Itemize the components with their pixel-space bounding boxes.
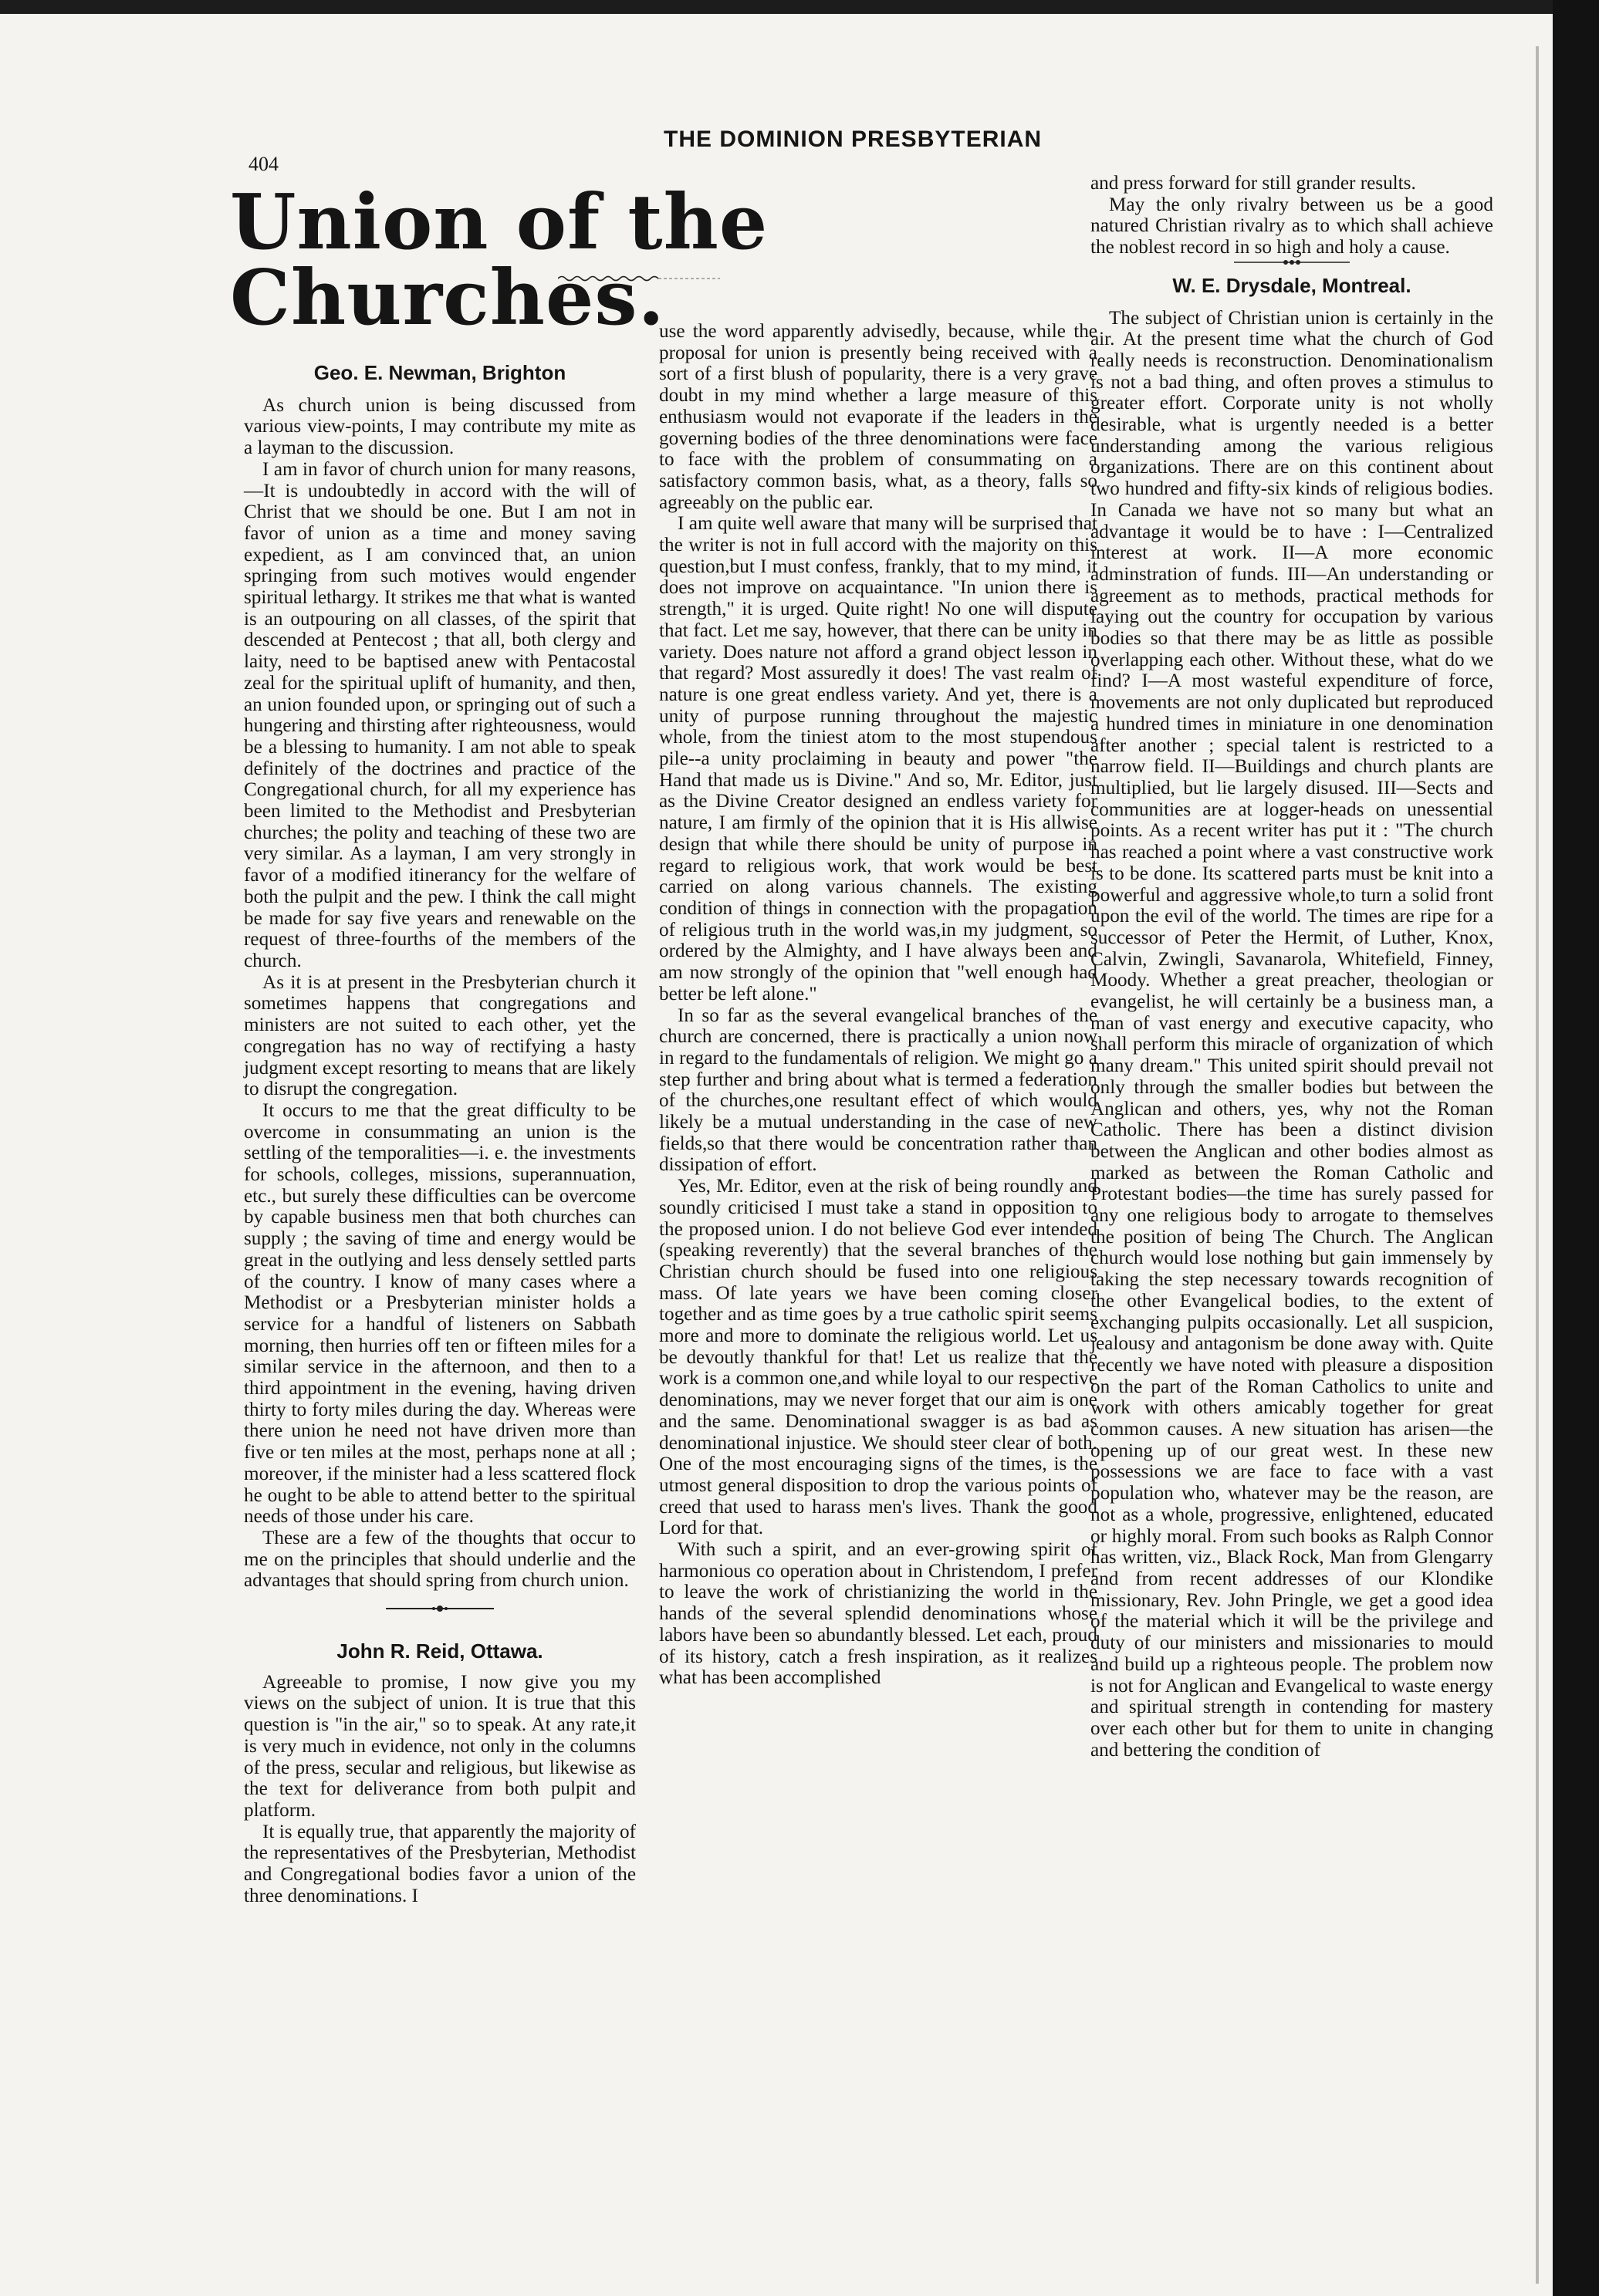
paragraph: These are a few of the thoughts that occur to me on the principles that should underlie and the advantages that should spring from church union. (244, 1527, 636, 1592)
paragraph: and press forward for still grander results. (1090, 173, 1416, 194)
paragraph: In so far as the several evangelical branches of the church are concerned, there is practically a union now in regard to the fundamentals of religion. We might go a step further and bring about what is termed a federation of the churches,one resultant effect of which would likely be a mutual understanding in the case of new fields,so that there would be concentration rather than dissipation of effort. (659, 1004, 1097, 1176)
section-divider (244, 1592, 636, 1641)
paragraph: use the word apparently advisedly, because, while the proposal for union is presently being received with a sort of a first blush of popularity, there is a very grave doubt in my mind whether a large measure of this enthusiasm would not evaporate if the leaders in the governing bodies of the three denominations were face to face with the problem of consummating on a satisfactory common basis, what, as a theory, falls so agreeably on the public ear. (659, 321, 1097, 513)
byline-newman: Geo. E. Newman, Brighton (313, 361, 566, 384)
paragraph: As church union is being discussed from various view-points, I may contribute my mite as a layman to the discussion. (244, 394, 636, 459)
paragraph: With such a spirit, and an ever-growing spirit of harmonious co operation about in Christendom, I prefer to leave the work of christianizing the world in the hands of the several splendid denominations whose labors have been so abundantly blessed. Let each, proud of its history, catch a fresh inspiration, as it realizes what has been accomplished (659, 1539, 1097, 1689)
column-2 (659, 321, 1097, 1689)
paragraph: May the only rivalry between us be a good natured Christian rivalry as to which shall achieve the noblest record in so high and holy a cause. (1090, 194, 1493, 258)
byline-reid: John R. Reid, Ottawa. (336, 1639, 543, 1663)
running-head: THE DOMINION PRESBYTERIAN (664, 127, 1043, 152)
scan-top-edge (0, 0, 1599, 14)
paragraph: Agreeable to promise, I now give you my views on the subject of union. It is true that this question is "in the air," so to speak. At any rate,it is very much in evidence, not only in the columns of the press, secular and religious, but likewise as the text for deliverance from both pulpit and platform. (244, 1671, 636, 1821)
paragraph: The subject of Christian union is certainly in the air. At the present time what the church of God really needs is reconstruction. Denominationalism is not a bad thing, and often proves a stimulus to greater effort. Corporate unity is not wholly desirable, what is urgently needed is a better understanding among the various religious organizations. There are on this continent about two hundred and fifty-six kinds of religious bodies. In Canada we have not so many but what an advantage it would be to have : I—Centralized interest at work. II—A more economic adminstration of funds. III—An understanding or agreement as to methods, practical methods for laying out the country for occupation by various bodies so that there may be as little as possible overlapping each other. Without these, what do we find? I—A most wasteful expenditure of force, movements are not only duplicated but reproduced a hundred times in miniature in one denomination after another ; special talent is restricted to a narrow field. II—Buildings and church plants are multiplied, but lie largely disused. III—Sects and communities are at logger-heads on unessential points. As a recent writer has put it : "The church has reached a point where a vast constructive work is to be done. Its scattered parts must be knit into a powerful and aggressive whole,to turn a solid front upon the evil of the world. The times are ripe for a successor of Peter the Hermit, of Luther, Knox, Calvin, Zwingli, Savanarola, Whitefield, Finney, Moody. Whether a great preacher, theologian or evangelist, he will certainly be a business man, a man of vast energy and executive capacity, who shall perform this miracle of organization of which many dream." This united spirit should prevail not only through the smaller bodies but between the Anglican and others, yes, why not the Roman Catholic. There has been a distinct division between the Anglican and other bodies almost as marked as between the Roman Catholic and Protestant bodies—the time has surely passed for any one religious body to arrogate to themselves the position of being The Church. The Anglican church would lose nothing but gain immensely by taking the step necessary towards recognition of the other Evangelical bodies, to the extent of exchanging pulpits occasionally. Let all suspicion, jealousy and antagonism be done away with. Quite recently we have noted with pleasure a disposition on the part of the Roman Catholics to unite and work with others amicably together for great common causes. A new situation has arisen—the opening up of our great west. In these new possessions we are face to face with a vast population who, whatever may be the reason, are not as a whole, progressive, enlightened, educated or highly moral. From such books as Ralph Connor has written, viz., Black Rock, Man from Glengarry and from recent addresses of our Klondike missionary, Rev. John Pringle, we get a good idea of the material which it will be the privilege and duty of our ministers and missionaries to mould and build up a righteous people. The problem now is not for Anglican and Evangelical to waste energy and spiritual strength in contending for mastery over each other but for them to unite in changing and bettering the condition of (1090, 307, 1493, 1761)
paragraph: As it is at present in the Presbyterian church it sometimes happens that congregations and ministers are not suited to each other, yet the congregation has no way of rectifying a hasty judgment except resorting to means that are likely to disrupt the congregation. (244, 971, 636, 1100)
article-title: Union of the Churches. (230, 178, 769, 343)
byline-drysdale: W. E. Drysdale, Montreal. (1172, 273, 1411, 297)
page-number: 404 (248, 153, 279, 175)
column-1 (244, 363, 636, 1907)
title-ornament-rule (558, 275, 720, 282)
paragraph: I am quite well aware that many will be surprised that the writer is not in full accord with the majority on this question,but I must confess, frankly, that to my mind, it does not improve on acquaintance. "In union there is strength," it is urged. Quite right! No one will dispute that fact. Let me say, however, that there can be unity in variety. Does nature not afford a grand object lesson in that regard? Most assuredly it does! The vast realm of nature is one great endless variety. And yet, there is a unity of purpose running throughout the majestic whole, from the tiniest atom to the most stupendous pile--a unity proclaiming in beauty and power "the Hand that made us is Divine." And so, Mr. Editor, just as the Divine Creator designed an endless variety for nature, I am firmly of the opinion that it is His allwise design that while there should be unity of purpose in regard to religious work, that work would be best carried on along various channels. The existing condition of things in connection with the propagation of religious truth in the world was,in my judgment, so ordered by the Almighty, and I have always been and am now strongly of the opinion that "well enough had better be left alone." (659, 513, 1097, 1004)
scan-page-fold-line (1536, 46, 1539, 2284)
scan-right-edge (1553, 0, 1599, 2296)
paragraph: Yes, Mr. Editor, even at the risk of being roundly and soundly criticised I must take a stand in opposition to the proposed union. I do not believe God ever intended (speaking reverently) that the several branches of the Christian church should be fused into one religious mass. Of late years we have been coming closer together and as time goes by a true catholic spirit seems more and more to dominate the religious world. Let us be devoutly thankful for that! Let us realize that the work is a common one,and while loyal to our respective denominations, may we never forget that our aim is one and the same. Denominational swagger is as bad as denominational injustice. We should steer clear of both. One of the most encouraging signs of the times, is the utmost general disposition to drop the various points of creed that used to harass men's lives. Thank the good Lord for that. (659, 1176, 1097, 1539)
paragraph: It is equally true, that apparently the majority of the representatives of the Presbyterian, Methodist and Congregational bodies favor a union of the three denominations. I (244, 1821, 636, 1906)
column-3 (1090, 173, 1493, 1761)
section-divider (1090, 258, 1493, 275)
paragraph: It occurs to me that the great difficulty to be overcome in consummating an union is the settling of the temporalities—i. e. the investments for schools, colleges, missions, superannuation, etc., but surely these difficulties can be overcome by capable business men that both churches can supply ; the saving of time and energy would be great in the outlying and less densely settled parts of the country. I know of many cases where a Methodist or a Presbyterian minister holds a service for a handful of listeners on Sabbath morning, then hurries off ten or fifteen miles for a similar service in the afternoon, and then to a third appointment in the evening, having driven thirty to forty miles during the day. Whereas were there union he need not have driven more than five or ten miles at the most, perhaps none at all ; moreover, if the minister had a less scattered flock he ought to be able to attend better to the spiritual needs of those under his care. (244, 1099, 636, 1528)
paragraph: I am in favor of church union for many reasons,—It is undoubtedly in accord with the will of Christ that we should be one. But I am not in favor of union as a time and money saving expedient, as I am convinced that, an union springing from such motives would engender spiritual lethargy. It strikes me that what is wanted is an outpouring on all classes, of the spirit that descended at Pentecost ; that all, both clergy and laity, need to be baptised anew with Pentacostal zeal for the spiritual uplift of humanity, and then, an union founded upon, or springing out of such a hungering and thirsting after righteousness, would be a blessing to humanity. I am not able to speak definitely of the doctrines and practice of the Congregational church, for all my experience has been limited to the Methodist and Presbyterian churches; the polity and teaching of these two are very similar. As a layman, I am very strongly in favor of a modified itinerancy for the welfare of both the pulpit and the pew. I think the call might be made for say five years and renewable on the request of three-fourths of the members of the church. (244, 458, 636, 971)
